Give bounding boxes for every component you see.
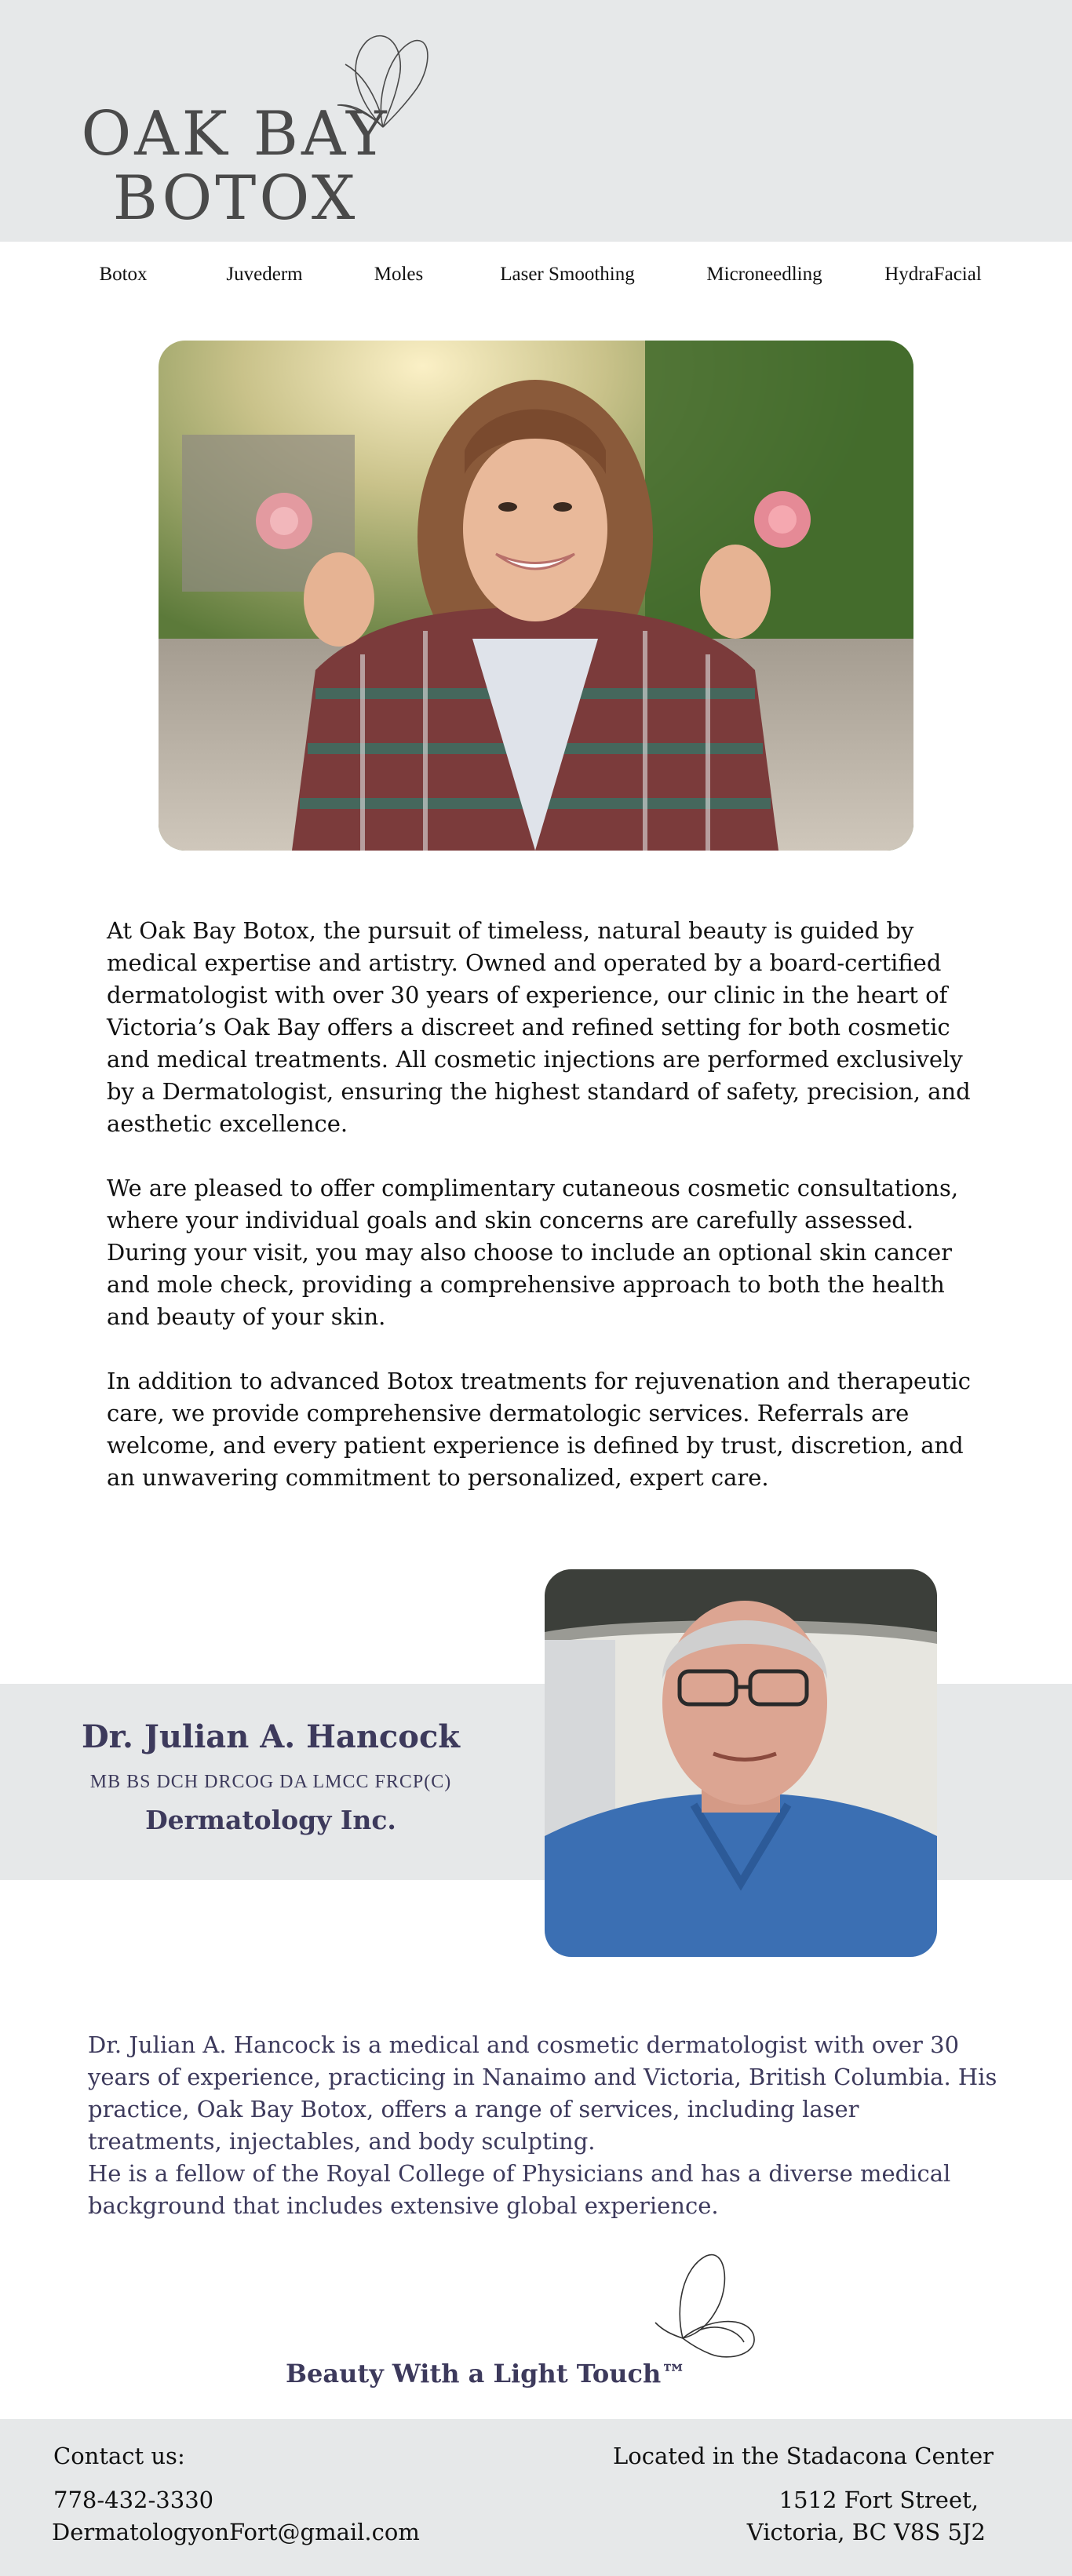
intro-paragraph: We are pleased to offer complimentary cutaneous cosmetic consultations, where your individual goals and skin concerns are carefully assessed. During your visit, you may also choose to include an optional skin cancer and mole check, providing a comprehensive approach to both the health and beauty of your skin. [107,1175,959,1330]
bio-paragraph: Dr. Julian A. Hancock is a medical and cosmetic dermatologist with over 30 years of experience, practicing in Nanaimo and Victoria, British Columbia. His practice, Oak Bay Botox, offers a range of services, including laser treatments, injectables, and body sculpting. [88,2031,997,2155]
bio-paragraph: He is a fellow of the Royal College of Physicians and has a diverse medical background that includes extensive global experience. [88,2160,951,2219]
intro-section [107,915,986,1526]
nav-item-laser-smoothing[interactable]: Laser Smoothing [500,264,635,285]
main-nav [0,242,1072,312]
hero-photo-illustration [159,341,913,851]
tagline: Beauty With a Light Touch™ [286,2359,687,2388]
doctor-company: Dermatology Inc. [145,1805,396,1835]
nav-item-hydrafacial[interactable]: HydraFacial [884,264,982,285]
site-footer [0,2419,1072,2576]
nav-item-moles[interactable]: Moles [374,264,424,285]
nav-item-juvederm[interactable]: Juvederm [226,264,303,285]
site-header [0,0,1072,242]
location-heading: Located in the Stadacona Center [613,2443,994,2469]
address-line-2: Victoria, BC V8S 5J2 [746,2519,986,2545]
phone-link[interactable]: 778-432-3330 [53,2487,214,2513]
logo-line-1: OAK BAY [81,99,390,169]
nav-item-botox[interactable]: Botox [99,264,148,285]
contact-heading: Contact us: [53,2443,185,2469]
doctor-portrait [545,1569,937,1957]
address-line-1: 1512 Fort Street, [778,2487,979,2513]
logo-line-2: BOTOX [112,163,359,234]
intro-paragraph: At Oak Bay Botox, the pursuit of timeless, natural beauty is guided by medical expertise and artistry. Owned and operated by a board-certified dermatologist with over 30 years of experience, our clinic in the heart of Victoria’s Oak Bay offers a discreet and refined setting for both cosmetic and medical treatments. All cosmetic injections are performed exclusively by a Dermatologist, ensuring the highest standard of safety, precision, and aesthetic excellence. [107,917,971,1137]
hero-image [159,341,913,851]
doctor-name: Dr. Julian A. Hancock [81,1718,461,1755]
email-link[interactable]: DermatologyonFort@gmail.com [52,2519,420,2545]
doctor-bio [88,2029,998,2222]
doctor-credentials: MB BS DCH DRCOG DA LMCC FRCP(C) [89,1772,452,1792]
doctor-photo-illustration [545,1569,937,1957]
nav-item-microneedling[interactable]: Microneedling [706,264,822,285]
intro-paragraph: In addition to advanced Botox treatments for rejuvenation and therapeutic care, we provide comprehensive dermatologic services. Referrals are welcome, and every patient experience is defined by trust, discretion, and an unwavering commitment to personalized, expert care. [107,1368,971,1491]
butterfly-icon [651,2244,769,2370]
site-logo[interactable] [78,99,392,234]
